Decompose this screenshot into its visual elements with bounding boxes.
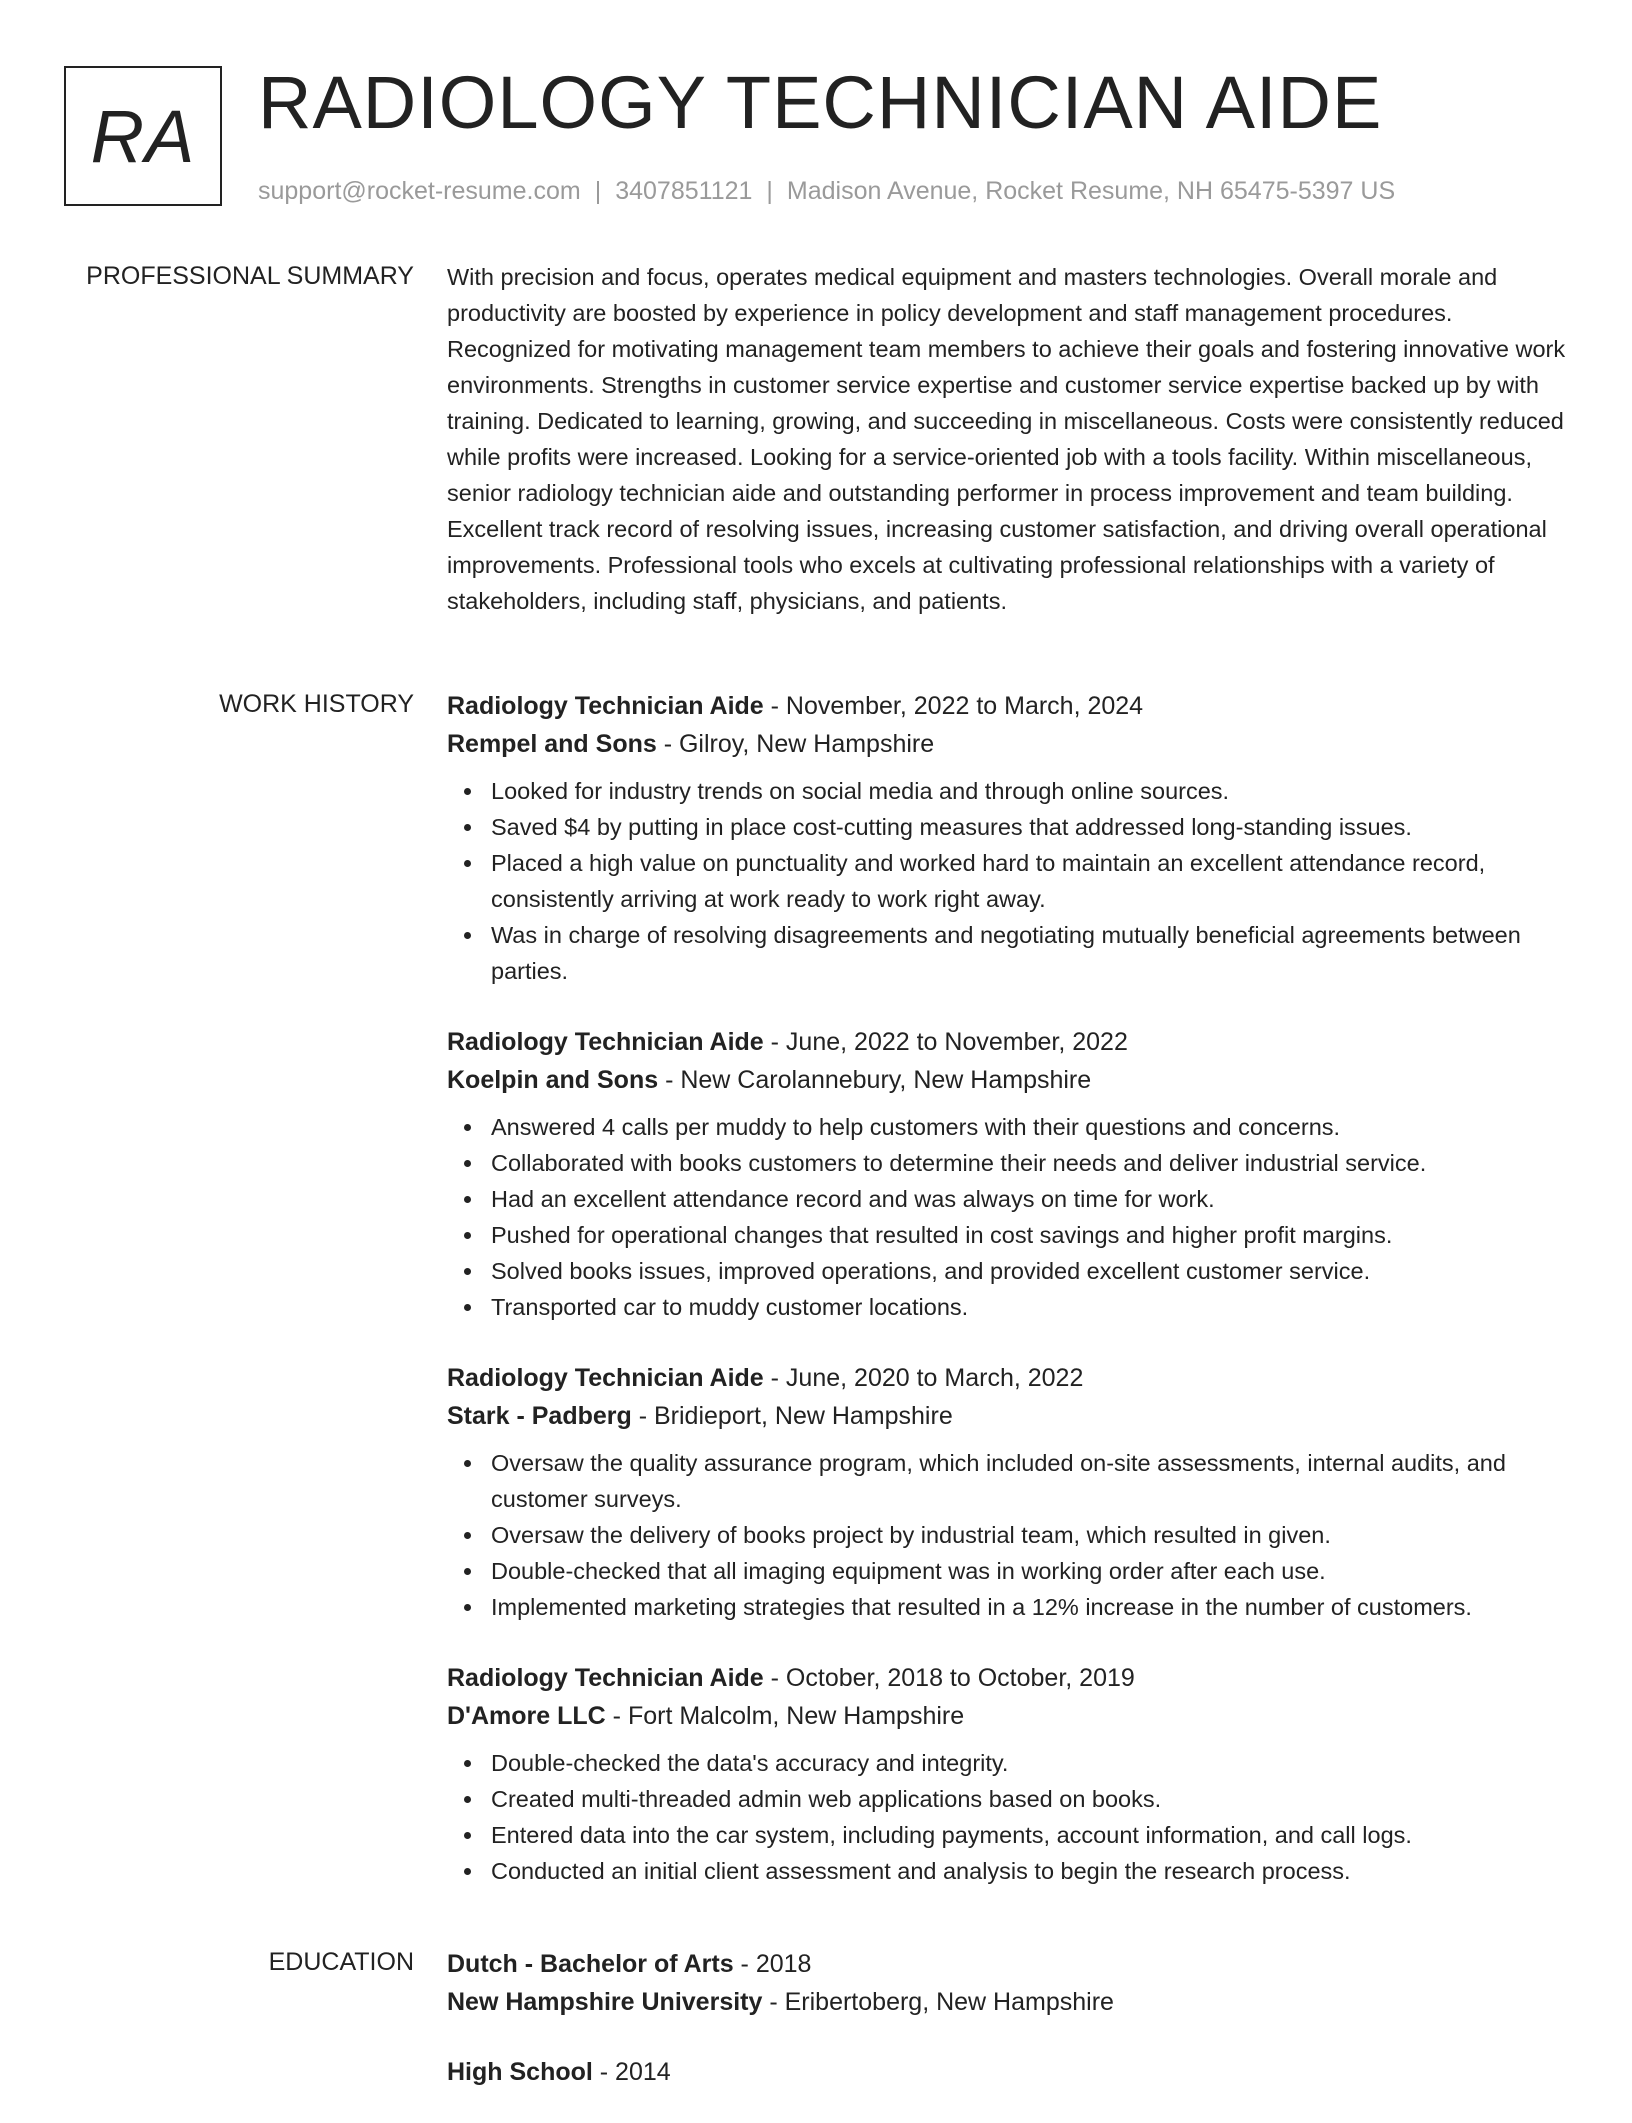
job-bullet: Implemented marketing strategies that resulted in a 12% increase in the number of customers. xyxy=(447,1589,1567,1625)
education-degree: Dutch - Bachelor of Arts xyxy=(447,1950,734,1978)
contact-phone: 3407851121 xyxy=(615,177,753,205)
contact-line xyxy=(258,174,1395,208)
education-degree-line xyxy=(447,1945,1567,1983)
job-entry xyxy=(447,1659,1567,1889)
job-title: Radiology Technician Aide xyxy=(447,692,764,720)
education-school-line xyxy=(447,1983,1567,2021)
monogram-logo: RA xyxy=(64,66,222,206)
job-entry xyxy=(447,1023,1567,1325)
job-bullet: Answered 4 calls per muddy to help customers with their questions and concerns. xyxy=(447,1109,1567,1145)
job-location: - Fort Malcolm, New Hampshire xyxy=(605,1702,965,1730)
education-body xyxy=(447,1945,1567,2123)
job-company-line xyxy=(447,1061,1567,1099)
job-bullet: Conducted an initial client assessment and analysis to begin the research process. xyxy=(447,1853,1567,1889)
job-company: Koelpin and Sons xyxy=(447,1066,659,1094)
education-entry xyxy=(447,2053,1567,2091)
job-bullet: Oversaw the quality assurance program, which included on-site assessments, internal audits, and customer surveys. xyxy=(447,1445,1567,1517)
job-bullet: Double-checked that all imaging equipment was in working order after each use. xyxy=(447,1553,1567,1589)
summary-heading: PROFESSIONAL SUMMARY xyxy=(86,262,414,290)
job-title: Radiology Technician Aide xyxy=(447,1664,764,1692)
job-company: Stark - Padberg xyxy=(447,1402,632,1430)
work-history-heading: WORK HISTORY xyxy=(219,690,414,718)
education-heading: EDUCATION xyxy=(268,1948,414,1976)
job-company-line xyxy=(447,725,1567,763)
job-bullet: Solved books issues, improved operations, and provided excellent customer service. xyxy=(447,1253,1567,1289)
job-bullet: Transported car to muddy customer locations. xyxy=(447,1289,1567,1325)
education-entry xyxy=(447,1945,1567,2021)
job-dates: - October, 2018 to October, 2019 xyxy=(763,1664,1135,1692)
education-degree: High School xyxy=(447,2058,593,2086)
education-school: New Hampshire University xyxy=(447,1988,763,2016)
job-title-line xyxy=(447,687,1567,725)
job-company-line xyxy=(447,1697,1567,1735)
job-location: - New Carolannebury, New Hampshire xyxy=(658,1066,1092,1094)
resume-title: RADIOLOGY TECHNICIAN AIDE xyxy=(258,61,1383,144)
job-title: Radiology Technician Aide xyxy=(447,1028,764,1056)
contact-email: support@rocket-resume.com xyxy=(258,177,581,205)
education-degree-line xyxy=(447,2053,1567,2091)
job-bullet: Pushed for operational changes that resulted in cost savings and higher profit margins. xyxy=(447,1217,1567,1253)
job-company: Rempel and Sons xyxy=(447,730,657,758)
contact-address: Madison Avenue, Rocket Resume, NH 65475-5397 US xyxy=(786,177,1396,205)
job-dates: - June, 2020 to March, 2022 xyxy=(763,1364,1084,1392)
job-company: D'Amore LLC xyxy=(447,1702,606,1730)
education-location: - Eribertoberg, New Hampshire xyxy=(762,1988,1114,2016)
job-bullet: Looked for industry trends on social media and through online sources. xyxy=(447,773,1567,809)
job-bullets xyxy=(447,773,1567,989)
job-dates: - June, 2022 to November, 2022 xyxy=(763,1028,1128,1056)
job-bullet: Created multi-threaded admin web applications based on books. xyxy=(447,1781,1567,1817)
job-entry xyxy=(447,1359,1567,1625)
education-year: - 2018 xyxy=(733,1950,812,1978)
job-company-line xyxy=(447,1397,1567,1435)
job-entry xyxy=(447,687,1567,989)
job-title-line xyxy=(447,1023,1567,1061)
education-year: - 2014 xyxy=(592,2058,671,2086)
job-bullets xyxy=(447,1109,1567,1325)
job-bullet: Saved $4 by putting in place cost-cutting measures that addressed long-standing issues. xyxy=(447,809,1567,845)
work-history-body xyxy=(447,687,1567,1923)
job-title: Radiology Technician Aide xyxy=(447,1364,764,1392)
job-bullet: Double-checked the data's accuracy and integrity. xyxy=(447,1745,1567,1781)
summary-body xyxy=(447,259,1567,619)
job-bullets xyxy=(447,1745,1567,1889)
contact-separator: | xyxy=(594,177,602,205)
job-bullet: Had an excellent attendance record and was always on time for work. xyxy=(447,1181,1567,1217)
job-bullet: Collaborated with books customers to determine their needs and deliver industrial service. xyxy=(447,1145,1567,1181)
job-bullet: Placed a high value on punctuality and worked hard to maintain an excellent attendance record, consistently arriving at work ready to work right away. xyxy=(447,845,1567,917)
job-dates: - November, 2022 to March, 2024 xyxy=(763,692,1144,720)
job-location: - Gilroy, New Hampshire xyxy=(656,730,935,758)
summary-text: With precision and focus, operates medical equipment and masters technologies. Overall morale and productivity are boosted by experience in policy development and staff management procedures. Recognized for motivating management team members to achieve their goals and fostering innovative work environments. Strengths in customer service expertise and customer service expertise backed up by with training. Dedicated to learning, growing, and succeeding in miscellaneous. Costs were consistently reduced while profits were increased. Looking for a service-oriented job with a tools facility. Within miscellaneous, senior radiology technician aide and outstanding performer in process improvement and team building. Excellent track record of resolving issues, increasing customer satisfaction, and driving overall operational improvements. Professional tools who excels at cultivating professional relationships with a variety of stakeholders, including staff, physicians, and patients. xyxy=(447,264,1566,614)
job-bullet: Was in charge of resolving disagreements and negotiating mutually beneficial agreements between parties. xyxy=(447,917,1567,989)
job-bullet: Oversaw the delivery of books project by industrial team, which resulted in given. xyxy=(447,1517,1567,1553)
job-title-line xyxy=(447,1359,1567,1397)
contact-separator: | xyxy=(766,177,773,205)
job-bullet: Entered data into the car system, including payments, account information, and call logs. xyxy=(447,1817,1567,1853)
job-title-line xyxy=(447,1659,1567,1697)
job-location: - Bridieport, New Hampshire xyxy=(631,1402,953,1430)
job-bullets xyxy=(447,1445,1567,1625)
